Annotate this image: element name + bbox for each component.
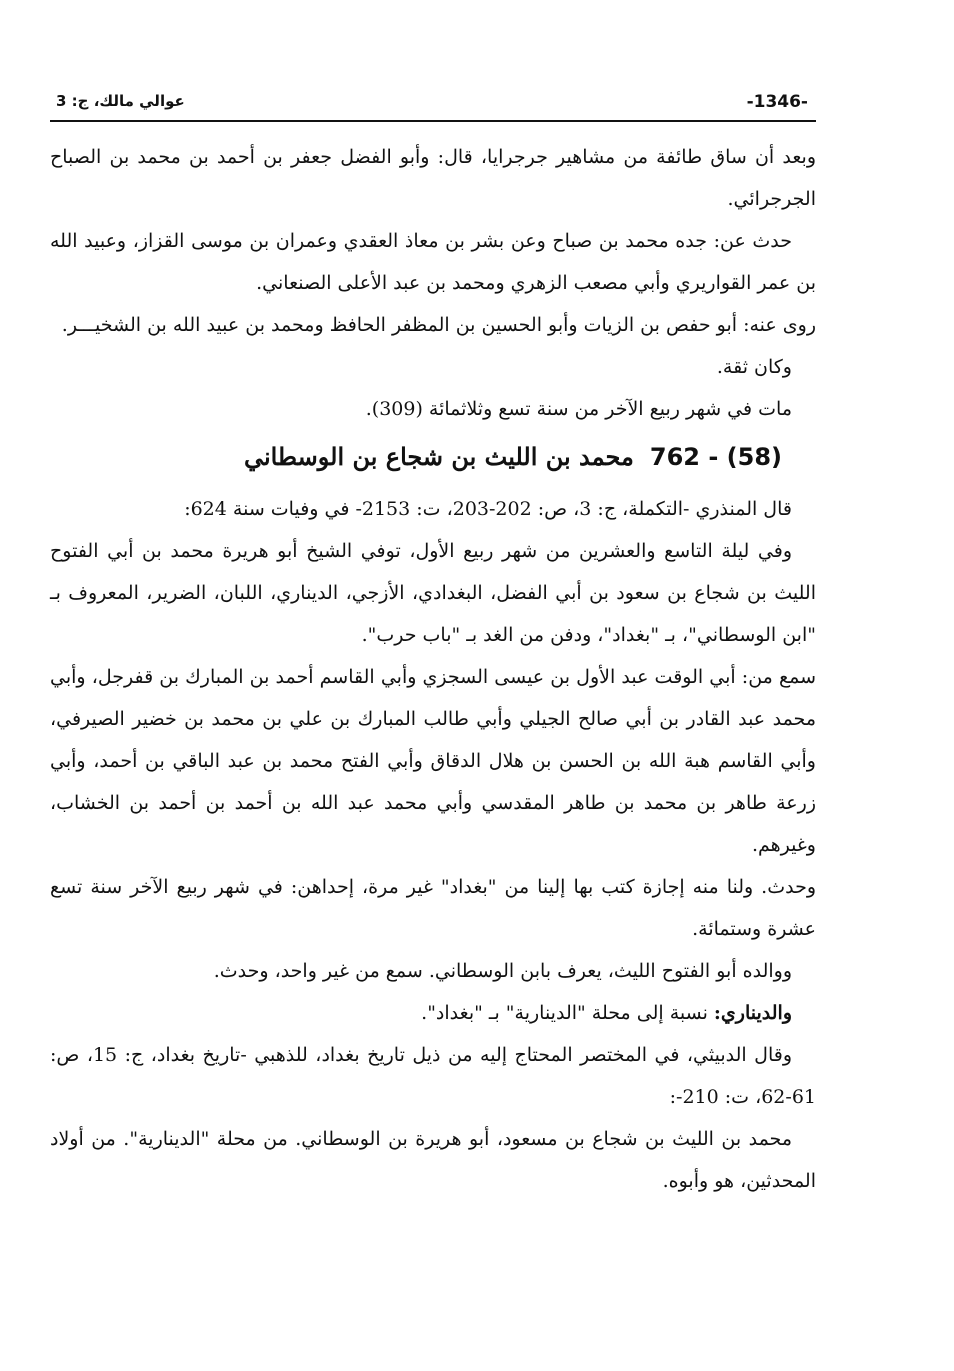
source-citation: وقال الدبيثي، في المختصر المحتاج إليه من ذيل تاريخ بغداد، للذهبي -تاريخ بغداد، ج: 15، ص: 61-62، ت: 210-: (50, 1044, 816, 1108)
paragraph: وفي ليلة التاسع والعشرين من شهر ربيع الأول، توفي الشيخ أبو هريرة محمد بن أبي الفتوح الليث بن شجاع بن سعود بن أبي الفضل، البغدادي، الأزجي، الديناري، اللبان، الضرير، المعروف بـ "ابن الوسطاني"، بـ "بغداد"، ودفن من الغد بـ "باب حرب". (50, 540, 816, 646)
term-definition: نسبة إلى محلة "الدينارية" بـ "بغداد". (421, 1002, 714, 1024)
paragraph: وحدث. ولنا منه إجازة كتب بها إلينا من "بغداد" غير مرة، إحداهن: في شهر ربيع الآخر سنة تسع عشرة وستمائة. (50, 876, 816, 940)
running-title: عوالي مالك، ج: 3 (56, 92, 185, 110)
page-body (50, 136, 816, 1202)
paragraph: وكان ثقة. (716, 356, 792, 378)
paragraph (50, 992, 816, 1034)
entry-number: 762 - (58) (649, 443, 782, 471)
term-label: والديناري: (713, 1002, 792, 1024)
paragraph: مات في شهر ربيع الآخر من سنة تسع وثلاثمائة (309). (365, 398, 792, 420)
page-header (50, 90, 816, 122)
paragraph: سمع من: أبي الوقت عبد الأول بن عيسى السجزي وأبي القاسم أحمد بن المبارك بن قفرجل، وأبي محمد عبد القادر بن أبي صالح الجيلي وأبي طالب المبارك بن علي بن محمد بن خضير الصيرفي، وأبي القاسم هبة الله بن الحسن بن هلال الدقاق وأبي الفتح محمد بن عبد الباقي بن أحمد، وأبي زرعة طاهر بن محمد بن طاهر المقدسي وأبي محمد عبد الله بن أحمد بن أحمد بن الخشاب، وغيرهم. (50, 666, 816, 856)
paragraph: محمد بن الليث بن شجاع بن مسعود، أبو هريرة بن الوسطاني. من محلة "الدينارية". من أولاد المحدثين، هو وأبوه. (50, 1128, 816, 1192)
entry-heading (50, 432, 816, 482)
paragraph: ووالده أبو الفتوح الليث، يعرف بابن الوسطاني. سمع من غير واحد، وحدث. (213, 960, 792, 982)
paragraph: روى عنه: أبو حفص بن الزيات وأبو الحسين بن المظفر الحافظ ومحمد بن عبيد الله بن الشخيـــر. (61, 314, 816, 336)
paragraph: وبعد أن ساق طائفة من مشاهير جرجرايا، قال: وأبو الفضل جعفر بن أحمد بن محمد بن الصباح الجرجرائي. (50, 146, 816, 210)
paragraph: حدث عن: جده محمد بن صباح وعن بشر بن معاذ العقدي وعمران بن موسى القزاز، وعبيد الله بن عمر القواريري وأبي مصعب الزهري ومحمد بن عبد الأعلى الصنعاني. (50, 230, 816, 294)
book-page (50, 90, 816, 1202)
page-number: -1346- (746, 92, 808, 112)
entry-name: محمد بن الليث بن شجاع بن الوسطاني (243, 442, 634, 471)
source-citation: قال المنذري -التكملة، ج: 3، ص: 202-203، ت: 2153- في وفيات سنة 624: (184, 498, 792, 520)
